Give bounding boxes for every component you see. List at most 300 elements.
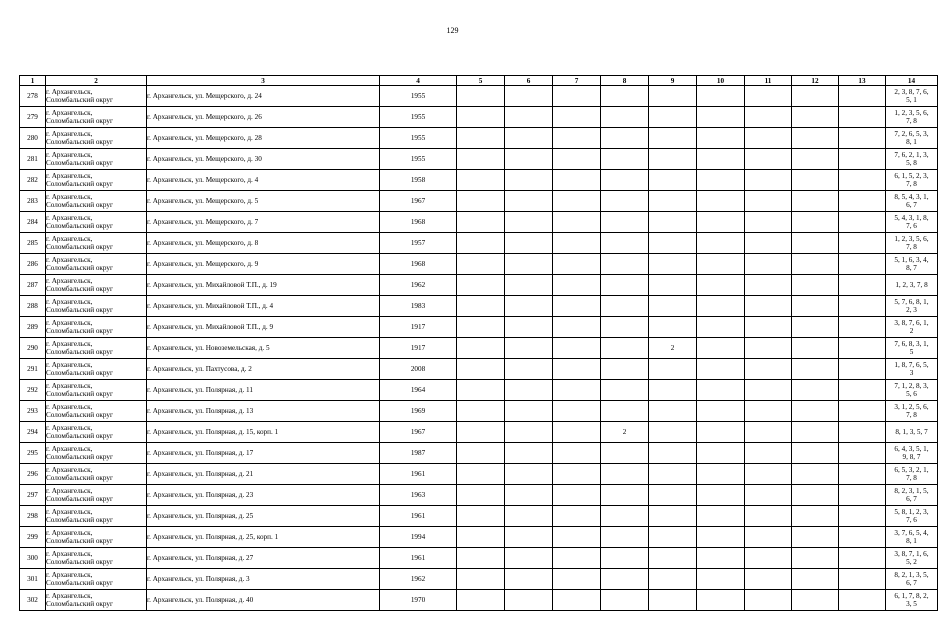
year-cell: 1917 — [380, 317, 457, 338]
work-order-line: 5, 1, 6, 3, 4, — [894, 255, 929, 264]
column-6-cell — [505, 527, 553, 548]
table-body — [20, 86, 938, 611]
column-9-cell — [649, 128, 697, 149]
column-10-cell — [697, 590, 745, 611]
column-6-cell — [505, 359, 553, 380]
work-order-cell — [886, 485, 938, 506]
district-line: Соломбальский округ — [46, 222, 113, 230]
column-8-cell — [601, 380, 649, 401]
district-line: г. Архангельск, — [46, 486, 93, 495]
column-5-cell — [457, 338, 505, 359]
column-12-cell — [792, 191, 839, 212]
table-row — [20, 590, 938, 611]
district-cell — [46, 170, 147, 191]
column-12-cell — [792, 296, 839, 317]
column-12-cell — [792, 590, 839, 611]
header-row — [20, 76, 938, 86]
year-cell: 1957 — [380, 233, 457, 254]
address-cell: г. Архангельск, ул. Полярная, д. 27 — [147, 548, 380, 569]
column-10-cell — [697, 254, 745, 275]
district-cell — [46, 275, 147, 296]
address-cell: г. Архангельск, ул. Полярная, д. 13 — [147, 401, 380, 422]
work-order-line: 7, 8 — [906, 411, 917, 419]
column-8-cell — [601, 443, 649, 464]
header-cell: 6 — [505, 76, 553, 86]
column-13-cell — [839, 380, 886, 401]
column-9-cell — [649, 443, 697, 464]
column-12-cell — [792, 443, 839, 464]
address-cell: г. Архангельск, ул. Полярная, д. 3 — [147, 569, 380, 590]
column-7-cell — [553, 548, 601, 569]
column-5-cell — [457, 422, 505, 443]
row-number-cell: 302 — [20, 590, 46, 611]
work-order-cell — [886, 380, 938, 401]
work-order-line: 7, 1, 2, 8, 3, — [894, 381, 929, 390]
column-12-cell — [792, 275, 839, 296]
column-5-cell — [457, 275, 505, 296]
work-order-line: 5, 6 — [906, 390, 917, 398]
district-line: Соломбальский округ — [46, 264, 113, 272]
column-7-cell — [553, 275, 601, 296]
address-cell: г. Архангельск, ул. Мещерского, д. 24 — [147, 86, 380, 107]
column-5-cell — [457, 149, 505, 170]
column-6-cell — [505, 86, 553, 107]
column-13-cell — [839, 527, 886, 548]
work-order-line: 5, 7, 6, 8, 1, — [894, 297, 929, 306]
work-order-line: 1, 2, 3, 5, 6, — [894, 108, 929, 117]
column-10-cell — [697, 569, 745, 590]
work-order-cell — [886, 149, 938, 170]
work-order-line: 6, 7 — [906, 579, 917, 587]
district-cell — [46, 338, 147, 359]
column-5-cell — [457, 212, 505, 233]
column-12-cell — [792, 359, 839, 380]
work-order-line: 7, 6, 8, 3, 1, — [894, 339, 929, 348]
column-12-cell — [792, 149, 839, 170]
row-number-cell: 282 — [20, 170, 46, 191]
header-cell: 11 — [745, 76, 792, 86]
column-12-cell — [792, 254, 839, 275]
district-line: Соломбальский округ — [46, 243, 113, 251]
year-cell: 1983 — [380, 296, 457, 317]
work-order-cell — [886, 548, 938, 569]
address-cell: г. Архангельск, ул. Михайловой Т.П., д. 9 — [147, 317, 380, 338]
district-line: Соломбальский округ — [46, 432, 113, 440]
work-order-line: 3, 5 — [906, 600, 917, 608]
column-6-cell — [505, 149, 553, 170]
work-order-cell — [886, 317, 938, 338]
district-line: г. Архангельск, — [46, 192, 93, 201]
table-row — [20, 191, 938, 212]
work-order-line: 6, 4, 3, 5, 1, — [894, 444, 929, 453]
column-10-cell — [697, 464, 745, 485]
header-cell: 2 — [46, 76, 147, 86]
column-6-cell — [505, 380, 553, 401]
district-line: г. Архангельск, — [46, 465, 93, 474]
district-cell — [46, 212, 147, 233]
column-10-cell — [697, 317, 745, 338]
column-13-cell — [839, 401, 886, 422]
column-6-cell — [505, 128, 553, 149]
column-12-cell — [792, 464, 839, 485]
district-line: Соломбальский округ — [46, 600, 113, 608]
district-line: г. Архангельск, — [46, 339, 93, 348]
work-order-line: 1, 8, 7, 6, 5, — [894, 360, 929, 369]
address-cell: г. Архангельск, ул. Михайловой Т.П., д. 4 — [147, 296, 380, 317]
district-line: Соломбальский округ — [46, 579, 113, 587]
column-5-cell — [457, 107, 505, 128]
column-9-cell — [649, 296, 697, 317]
row-number-cell: 280 — [20, 128, 46, 149]
district-cell — [46, 464, 147, 485]
column-13-cell — [839, 128, 886, 149]
column-11-cell — [745, 464, 792, 485]
column-9-cell — [649, 590, 697, 611]
column-9-cell — [649, 233, 697, 254]
address-cell: г. Архангельск, ул. Мещерского, д. 4 — [147, 170, 380, 191]
work-order-line: 7, 8 — [906, 180, 917, 188]
year-cell: 1962 — [380, 275, 457, 296]
column-12-cell — [792, 506, 839, 527]
year-cell: 1961 — [380, 464, 457, 485]
year-cell: 1987 — [380, 443, 457, 464]
table-row — [20, 233, 938, 254]
year-cell: 1955 — [380, 128, 457, 149]
column-13-cell — [839, 149, 886, 170]
work-order-line: 3 — [909, 369, 914, 377]
address-cell: г. Архангельск, ул. Полярная, д. 23 — [147, 485, 380, 506]
year-cell: 1958 — [380, 170, 457, 191]
column-6-cell — [505, 485, 553, 506]
district-line: Соломбальский округ — [46, 327, 113, 335]
column-9-cell — [649, 506, 697, 527]
work-order-cell — [886, 275, 938, 296]
column-5-cell — [457, 128, 505, 149]
column-11-cell — [745, 254, 792, 275]
district-cell — [46, 317, 147, 338]
table-row — [20, 359, 938, 380]
work-order-line: 7, 6, 2, 1, 3, — [894, 150, 929, 159]
year-cell: 1963 — [380, 485, 457, 506]
column-10-cell — [697, 170, 745, 191]
table-row — [20, 401, 938, 422]
table-row — [20, 443, 938, 464]
address-cell: г. Архангельск, ул. Полярная, д. 11 — [147, 380, 380, 401]
column-12-cell — [792, 338, 839, 359]
work-order-line: 2 — [909, 327, 914, 335]
column-10-cell — [697, 149, 745, 170]
column-5-cell — [457, 485, 505, 506]
district-line: г. Архангельск, — [46, 150, 93, 159]
column-6-cell — [505, 170, 553, 191]
housing-registry-table — [19, 75, 938, 611]
work-order-line: 6, 7 — [906, 201, 917, 209]
column-7-cell — [553, 149, 601, 170]
work-order-cell — [886, 254, 938, 275]
table-row — [20, 506, 938, 527]
table-header — [20, 76, 938, 86]
row-number-cell: 284 — [20, 212, 46, 233]
column-7-cell — [553, 191, 601, 212]
district-cell — [46, 149, 147, 170]
column-5-cell — [457, 380, 505, 401]
column-8-cell — [601, 590, 649, 611]
column-6-cell — [505, 464, 553, 485]
district-line: г. Архангельск, — [46, 360, 93, 369]
column-11-cell — [745, 443, 792, 464]
column-9-cell — [649, 464, 697, 485]
column-6-cell — [505, 401, 553, 422]
year-cell: 1955 — [380, 149, 457, 170]
column-8-cell — [601, 338, 649, 359]
column-13-cell — [839, 485, 886, 506]
column-9-cell — [649, 254, 697, 275]
address-cell: г. Архангельск, ул. Полярная, д. 21 — [147, 464, 380, 485]
work-order-line: 6, 1, 7, 8, 2, — [894, 591, 929, 600]
address-cell: г. Архангельск, ул. Полярная, д. 25, корп. 1 — [147, 527, 380, 548]
column-6-cell — [505, 233, 553, 254]
district-line: Соломбальский округ — [46, 159, 113, 167]
column-6-cell — [505, 317, 553, 338]
column-5-cell — [457, 506, 505, 527]
column-7-cell — [553, 569, 601, 590]
work-order-line: 7, 6 — [906, 516, 917, 524]
work-order-line: 8, 1 — [906, 138, 917, 146]
column-7-cell — [553, 422, 601, 443]
year-cell: 1970 — [380, 590, 457, 611]
header-cell: 3 — [147, 76, 380, 86]
district-cell — [46, 380, 147, 401]
header-cell: 8 — [601, 76, 649, 86]
work-order-line: 8, 2, 1, 3, 5, — [894, 570, 929, 579]
district-line: Соломбальский округ — [46, 348, 113, 356]
address-cell: г. Архангельск, ул. Мещерского, д. 30 — [147, 149, 380, 170]
district-line: Соломбальский округ — [46, 285, 113, 293]
column-9-cell — [649, 527, 697, 548]
table-row — [20, 380, 938, 401]
column-12-cell — [792, 401, 839, 422]
district-cell — [46, 548, 147, 569]
district-line: г. Архангельск, — [46, 570, 93, 579]
work-order-line: 5, 4, 3, 1, 8, — [894, 213, 929, 222]
work-order-cell — [886, 191, 938, 212]
column-12-cell — [792, 170, 839, 191]
header-cell: 12 — [792, 76, 839, 86]
work-order-cell — [886, 338, 938, 359]
column-6-cell — [505, 191, 553, 212]
column-7-cell — [553, 212, 601, 233]
column-13-cell — [839, 422, 886, 443]
work-order-line: 7, 8 — [906, 117, 917, 125]
work-order-line: 3, 7, 6, 5, 4, — [894, 528, 929, 537]
district-cell — [46, 254, 147, 275]
row-number-cell: 279 — [20, 107, 46, 128]
column-9-cell — [649, 275, 697, 296]
column-10-cell — [697, 107, 745, 128]
district-cell — [46, 527, 147, 548]
row-number-cell: 297 — [20, 485, 46, 506]
column-9-cell — [649, 212, 697, 233]
column-8-cell — [601, 506, 649, 527]
work-order-line: 5 — [909, 348, 914, 356]
table-row — [20, 86, 938, 107]
column-8-cell — [601, 527, 649, 548]
column-5-cell — [457, 86, 505, 107]
header-cell: 14 — [886, 76, 938, 86]
column-10-cell — [697, 401, 745, 422]
column-9-cell — [649, 380, 697, 401]
district-line: г. Архангельск, — [46, 129, 93, 138]
column-7-cell — [553, 359, 601, 380]
work-order-line: 2, 3 — [906, 306, 917, 314]
column-13-cell — [839, 212, 886, 233]
column-9-cell — [649, 86, 697, 107]
column-12-cell — [792, 569, 839, 590]
page-number: 129 — [446, 26, 459, 35]
column-9-cell — [649, 548, 697, 569]
work-order-line: 8, 1, 3, 5, 7 — [895, 427, 928, 436]
row-number-cell: 290 — [20, 338, 46, 359]
column-6-cell — [505, 254, 553, 275]
column-8-cell — [601, 569, 649, 590]
district-line: г. Архангельск, — [46, 108, 93, 117]
district-cell — [46, 233, 147, 254]
column-13-cell — [839, 443, 886, 464]
address-cell: г. Архангельск, ул. Полярная, д. 17 — [147, 443, 380, 464]
column-7-cell — [553, 338, 601, 359]
column-8-cell: 2 — [601, 422, 649, 443]
column-8-cell — [601, 128, 649, 149]
column-10-cell — [697, 443, 745, 464]
column-11-cell — [745, 401, 792, 422]
work-order-cell — [886, 422, 938, 443]
row-number-cell: 281 — [20, 149, 46, 170]
district-cell — [46, 128, 147, 149]
district-line: г. Архангельск, — [46, 234, 93, 243]
district-cell — [46, 191, 147, 212]
work-order-line: 7, 8 — [906, 243, 917, 251]
column-13-cell — [839, 107, 886, 128]
column-7-cell — [553, 380, 601, 401]
row-number-cell: 298 — [20, 506, 46, 527]
column-12-cell — [792, 527, 839, 548]
header-cell: 10 — [697, 76, 745, 86]
column-11-cell — [745, 275, 792, 296]
district-line: г. Архангельск, — [46, 255, 93, 264]
year-cell: 1955 — [380, 107, 457, 128]
column-5-cell — [457, 464, 505, 485]
column-13-cell — [839, 191, 886, 212]
column-10-cell — [697, 527, 745, 548]
address-cell: г. Архангельск, ул. Новоземельская, д. 5 — [147, 338, 380, 359]
column-6-cell — [505, 212, 553, 233]
work-order-line: 8, 7 — [906, 264, 917, 272]
column-6-cell — [505, 590, 553, 611]
work-order-line: 8, 5, 4, 3, 1, — [894, 192, 929, 201]
district-cell — [46, 569, 147, 590]
column-10-cell — [697, 485, 745, 506]
column-11-cell — [745, 212, 792, 233]
column-5-cell — [457, 233, 505, 254]
district-line: г. Архангельск, — [46, 297, 93, 306]
table-row — [20, 296, 938, 317]
work-order-line: 5, 1 — [906, 96, 917, 104]
row-number-cell: 296 — [20, 464, 46, 485]
address-cell: г. Архангельск, ул. Михайловой Т.П., д. 19 — [147, 275, 380, 296]
column-5-cell — [457, 254, 505, 275]
column-12-cell — [792, 380, 839, 401]
year-cell: 1967 — [380, 422, 457, 443]
column-10-cell — [697, 275, 745, 296]
column-8-cell — [601, 401, 649, 422]
column-8-cell — [601, 254, 649, 275]
column-9-cell — [649, 191, 697, 212]
column-7-cell — [553, 170, 601, 191]
district-cell — [46, 443, 147, 464]
work-order-cell — [886, 296, 938, 317]
work-order-cell — [886, 590, 938, 611]
district-line: г. Архангельск, — [46, 87, 93, 96]
column-13-cell — [839, 317, 886, 338]
year-cell: 1962 — [380, 569, 457, 590]
column-8-cell — [601, 233, 649, 254]
column-5-cell — [457, 401, 505, 422]
column-10-cell — [697, 338, 745, 359]
work-order-line: 1, 2, 3, 7, 8 — [895, 280, 928, 289]
column-8-cell — [601, 107, 649, 128]
table-row — [20, 212, 938, 233]
table-row — [20, 275, 938, 296]
column-11-cell — [745, 422, 792, 443]
header-cell: 9 — [649, 76, 697, 86]
district-cell — [46, 401, 147, 422]
column-11-cell — [745, 506, 792, 527]
year-cell: 1994 — [380, 527, 457, 548]
work-order-cell — [886, 128, 938, 149]
column-13-cell — [839, 464, 886, 485]
address-cell: г. Архангельск, ул. Мещерского, д. 26 — [147, 107, 380, 128]
year-cell: 1964 — [380, 380, 457, 401]
table-row — [20, 128, 938, 149]
column-6-cell — [505, 506, 553, 527]
table-row — [20, 338, 938, 359]
work-order-line: 7, 2, 6, 5, 3, — [894, 129, 929, 138]
address-cell: г. Архангельск, ул. Мещерского, д. 9 — [147, 254, 380, 275]
column-7-cell — [553, 254, 601, 275]
column-13-cell — [839, 548, 886, 569]
row-number-cell: 299 — [20, 527, 46, 548]
address-cell: г. Архангельск, ул. Мещерского, д. 7 — [147, 212, 380, 233]
column-7-cell — [553, 128, 601, 149]
column-8-cell — [601, 191, 649, 212]
column-10-cell — [697, 86, 745, 107]
column-8-cell — [601, 464, 649, 485]
address-cell: г. Архангельск, ул. Мещерского, д. 8 — [147, 233, 380, 254]
column-6-cell — [505, 275, 553, 296]
table-row — [20, 527, 938, 548]
column-5-cell — [457, 296, 505, 317]
column-11-cell — [745, 233, 792, 254]
address-cell: г. Архангельск, ул. Полярная, д. 15, корп. 1 — [147, 422, 380, 443]
column-11-cell — [745, 149, 792, 170]
work-order-line: 6, 5, 3, 2, 1, — [894, 465, 929, 474]
year-cell: 1968 — [380, 212, 457, 233]
column-7-cell — [553, 86, 601, 107]
column-9-cell — [649, 170, 697, 191]
address-cell: г. Архангельск, ул. Пахтусова, д. 2 — [147, 359, 380, 380]
column-7-cell — [553, 485, 601, 506]
column-11-cell — [745, 107, 792, 128]
